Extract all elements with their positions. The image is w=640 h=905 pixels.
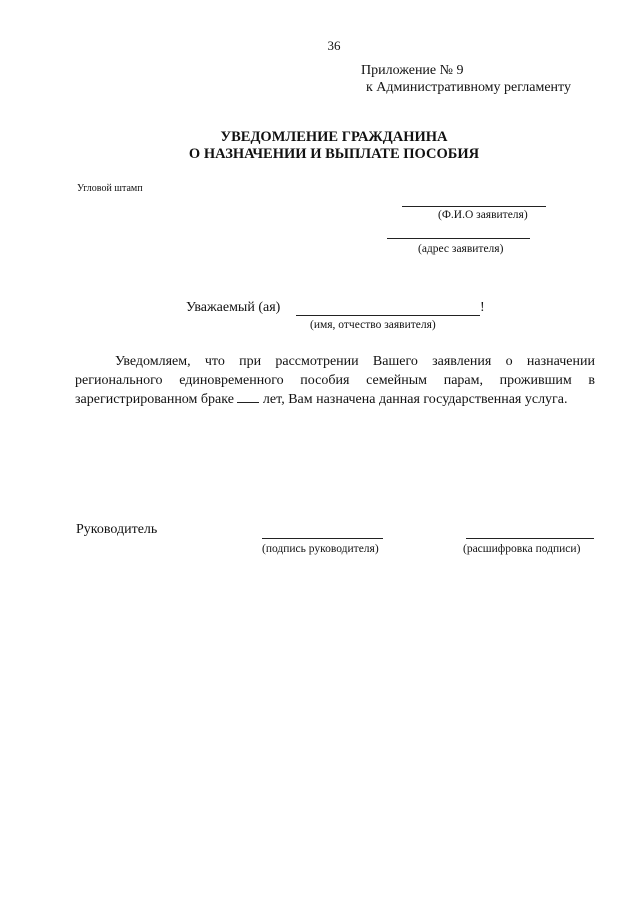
applicant-address-caption: (адрес заявителя) [418, 243, 504, 255]
signature-decoding-line [466, 538, 594, 539]
salutation-exclamation: ! [480, 300, 485, 315]
applicant-name-caption: (Ф.И.О заявителя) [438, 209, 528, 221]
years-blank [237, 391, 259, 403]
salutation-caption: (имя, отчество заявителя) [310, 319, 436, 331]
applicant-name-line [402, 206, 546, 207]
document-title-line-2: О НАЗНАЧЕНИИ И ВЫПЛАТЕ ПОСОБИЯ [188, 146, 480, 162]
salutation-name-line [296, 315, 480, 316]
appendix-reference: к Административному регламенту [366, 80, 571, 95]
notification-body [75, 352, 595, 409]
body-text-part-2: лет, Вам назначена данная государственная услуга. [259, 392, 568, 407]
page-number: 36 [327, 38, 341, 53]
signature-caption: (подпись руководителя) [262, 543, 379, 555]
signature-line [262, 538, 383, 539]
body-text-part-1: Уведомляем, что при рассмотрении Вашего заявления о назначении регионального единовременного пособия семейным парам, прожившим в зарегистрированном браке [75, 354, 595, 407]
salutation-text: Уважаемый (ая) [186, 300, 281, 315]
corner-stamp-label: Угловой штамп [77, 183, 143, 194]
document-title-line-1: УВЕДОМЛЕНИЕ ГРАЖДАНИНА [220, 129, 448, 145]
signature-decoding-caption: (расшифровка подписи) [463, 543, 581, 555]
signatory-label: Руководитель [76, 522, 158, 537]
appendix-number: Приложение № 9 [361, 63, 464, 78]
applicant-address-line [387, 238, 530, 239]
